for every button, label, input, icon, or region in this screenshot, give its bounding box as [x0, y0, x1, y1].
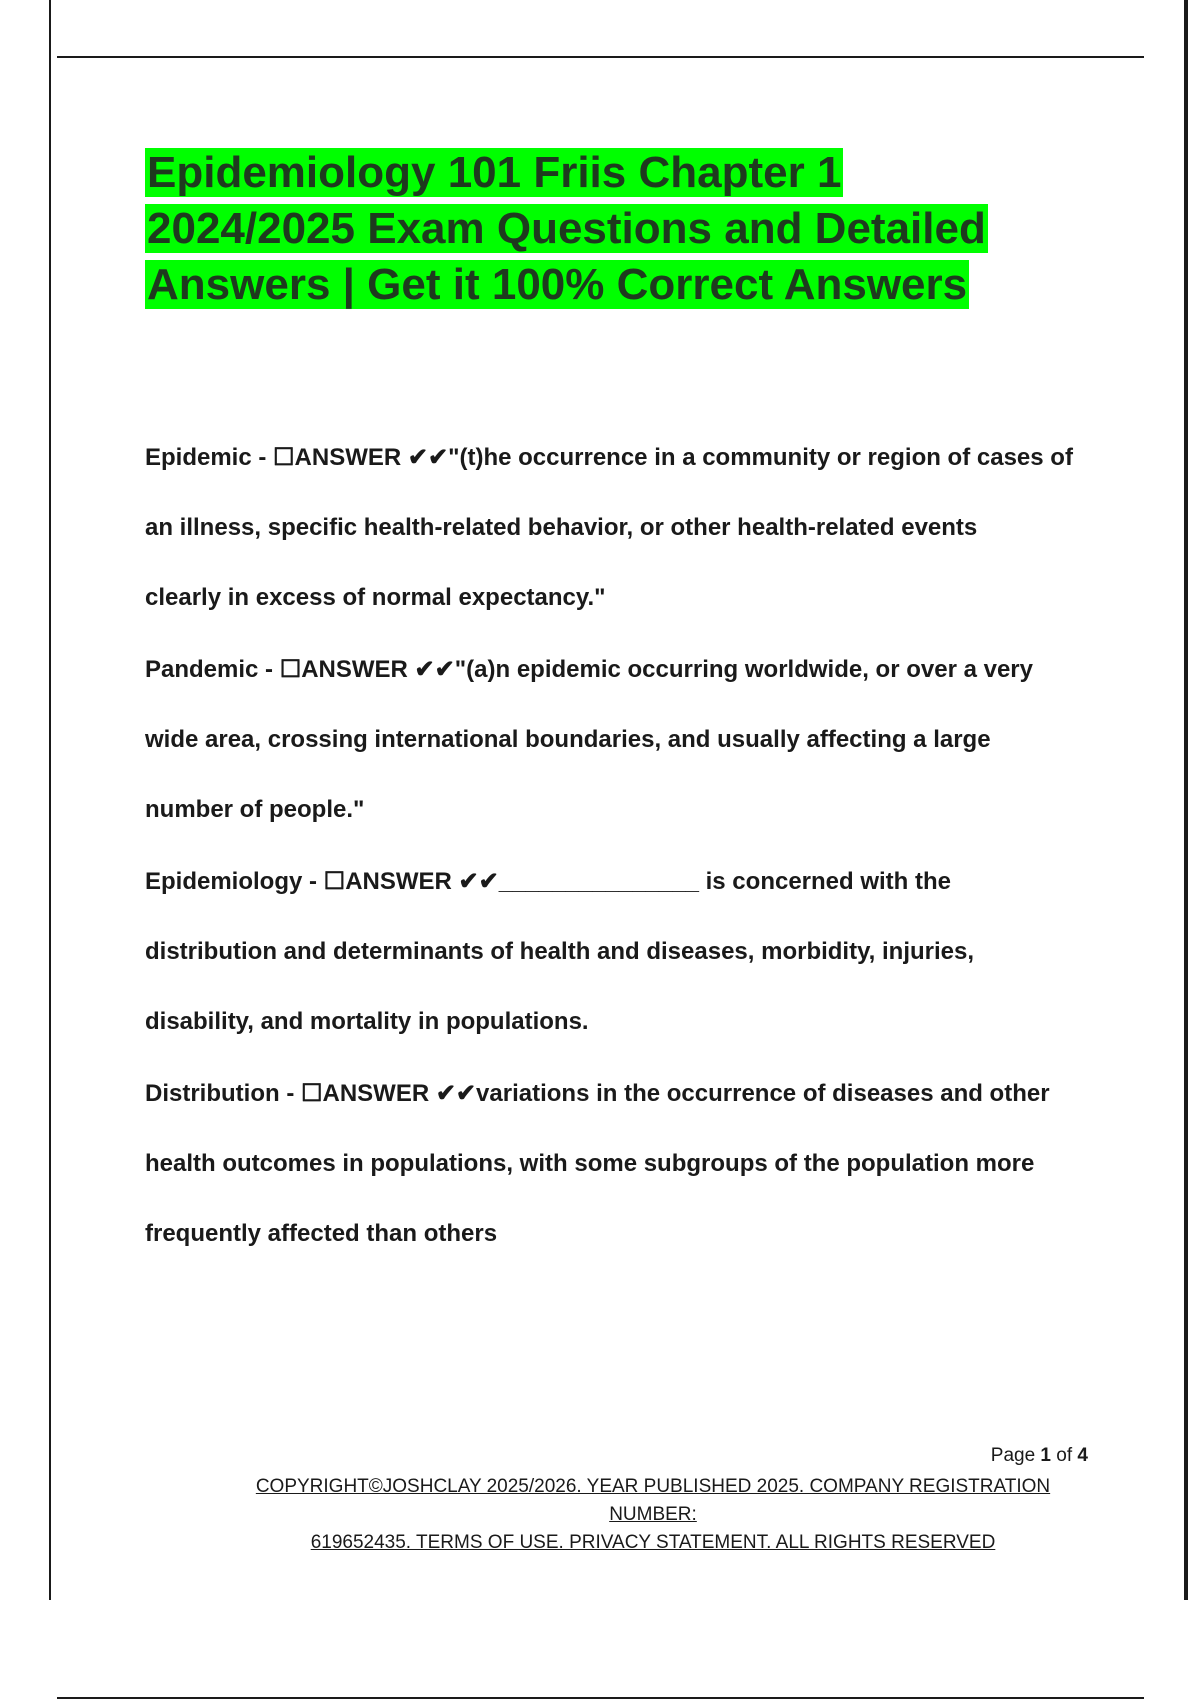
entry-line: frequently affected than others: [145, 1220, 498, 1247]
page-border-left: [49, 0, 51, 1600]
entry-line: Distribution - ☐ANSWER ✔✔variations in the occurrence of diseases and other: [145, 1080, 1050, 1107]
title-line: 2024/2025 Exam Questions and Detailed: [147, 204, 986, 253]
footer-rule: [57, 1697, 1144, 1699]
title-line: Epidemiology 101 Friis Chapter 1: [147, 148, 842, 197]
qa-entry-pandemic: [145, 642, 1090, 854]
entry-line: an illness, specific health-related behavior, or other health-related events: [145, 514, 978, 541]
copyright-notice: [215, 1473, 1091, 1557]
entry-line: disability, and mortality in populations.: [145, 1008, 589, 1035]
title-line: Answers | Get it 100% Correct Answers: [147, 260, 968, 309]
header-rule: [57, 56, 1144, 58]
qa-entry-epidemiology: [145, 854, 1090, 1066]
qa-list: [145, 430, 1090, 1276]
page-current: 1: [1040, 1445, 1051, 1466]
page-total: 4: [1077, 1445, 1088, 1466]
copyright-line: 619652435. TERMS OF USE. PRIVACY STATEMENT. ALL RIGHTS RESERVED: [310, 1532, 996, 1553]
entry-line: clearly in excess of normal expectancy.": [145, 584, 606, 611]
entry-line: number of people.": [145, 796, 365, 823]
entry-line: Pandemic - ☐ANSWER ✔✔"(a)n epidemic occurring worldwide, or over a very: [145, 656, 1033, 683]
page-of: of: [1056, 1445, 1073, 1466]
qa-entry-distribution: [145, 1066, 1090, 1276]
entry-line: wide area, crossing international boundaries, and usually affecting a large: [145, 726, 991, 753]
entry-line: health outcomes in populations, with some subgroups of the population more: [145, 1150, 1035, 1177]
entry-line: distribution and determinants of health and diseases, morbidity, injuries,: [145, 938, 975, 965]
copyright-line: COPYRIGHT©JOSHCLAY 2025/2026. YEAR PUBLISHED 2025. COMPANY REGISTRATION NUMBER:: [255, 1476, 1051, 1525]
entry-line: Epidemic - ☐ANSWER ✔✔"(t)he occurrence in a community or region of cases of: [145, 444, 1073, 471]
page-number: [991, 1445, 1088, 1467]
entry-line: Epidemiology - ☐ANSWER ✔✔_______________ is concerned with the: [145, 868, 952, 895]
page-border-right: [1184, 0, 1188, 1600]
page-label: Page: [990, 1445, 1036, 1466]
document-title: [145, 145, 1105, 313]
qa-entry-epidemic: [145, 430, 1090, 642]
